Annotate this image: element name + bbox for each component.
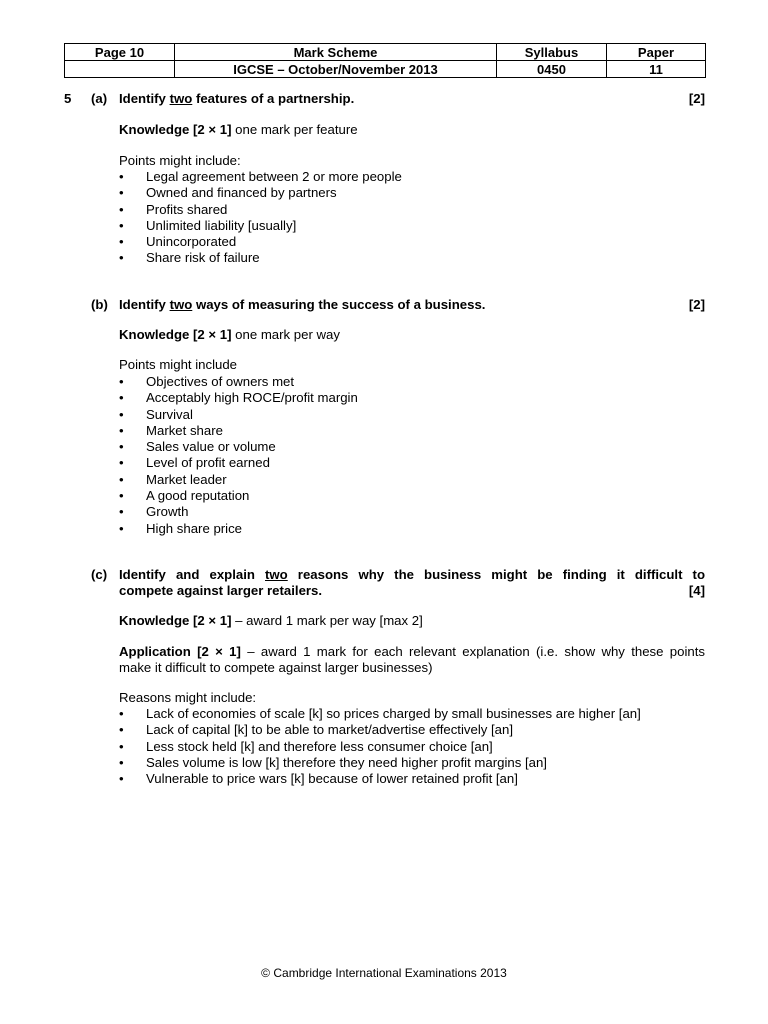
part-c-text-before: Identify and explain bbox=[119, 567, 266, 582]
bullet-icon: • bbox=[119, 217, 124, 233]
list-item-text: Owned and financed by partners bbox=[146, 185, 337, 201]
list-item-text: Legal agreement between 2 or more people bbox=[146, 169, 402, 184]
list-item-text: Sales volume is low [k] therefore they need higher profit margins [an] bbox=[146, 754, 547, 770]
part-c-application-text: – award 1 mark for each relevant explanation (i.e. show why these points bbox=[240, 644, 705, 659]
part-b-text-underline: two bbox=[169, 297, 193, 312]
list-item bbox=[119, 755, 641, 771]
list-item-text: Level of profit earned bbox=[146, 455, 270, 471]
part-a-marks: [2] bbox=[688, 91, 705, 106]
list-item bbox=[119, 504, 358, 520]
part-c-question-line-2: compete against larger retailers. bbox=[119, 583, 323, 598]
list-item-text: Survival bbox=[146, 406, 193, 422]
header-empty-cell bbox=[65, 61, 175, 78]
list-item-text: Less stock held [k] and therefore less consumer choice [an] bbox=[146, 738, 493, 754]
list-item bbox=[119, 771, 641, 787]
part-c-knowledge bbox=[119, 613, 423, 629]
list-item-text: Growth bbox=[146, 504, 189, 520]
bullet-icon: • bbox=[119, 706, 124, 721]
part-b-knowledge-text: one mark per way bbox=[231, 327, 340, 342]
bullet-icon: • bbox=[119, 754, 124, 770]
part-a-knowledge-bold: Knowledge [2 × 1] bbox=[119, 122, 232, 137]
part-b-label: (b) bbox=[91, 297, 108, 312]
part-c-application-line-2: make it difficult to compete against larger businesses) bbox=[119, 660, 433, 675]
bullet-icon: • bbox=[119, 504, 124, 520]
bullet-icon: • bbox=[119, 234, 124, 250]
part-c-application-line-1 bbox=[119, 644, 705, 660]
part-c-question-line-1 bbox=[119, 567, 705, 583]
list-item-text: Objectives of owners met bbox=[146, 374, 295, 389]
header-paper-label: Paper bbox=[607, 44, 706, 61]
bullet-icon: • bbox=[119, 250, 124, 266]
list-item-text: A good reputation bbox=[146, 488, 250, 504]
bullet-icon: • bbox=[119, 520, 124, 536]
bullet-icon: • bbox=[119, 455, 124, 471]
header-paper-value: 11 bbox=[607, 61, 706, 78]
list-item bbox=[119, 439, 358, 455]
bullet-icon: • bbox=[119, 185, 124, 201]
header-syllabus-label: Syllabus bbox=[497, 44, 607, 61]
header-subtitle: IGCSE – October/November 2013 bbox=[175, 61, 497, 78]
part-b-points-intro: Points might include bbox=[119, 357, 238, 372]
part-b-text-after: ways of measuring the success of a business. bbox=[192, 297, 486, 312]
list-item-text: Share risk of failure bbox=[146, 250, 260, 266]
bullet-icon: • bbox=[119, 738, 124, 754]
part-c-points-list bbox=[119, 706, 641, 787]
part-c-knowledge-text: – award 1 mark per way [max 2] bbox=[231, 613, 423, 628]
bullet-icon: • bbox=[119, 201, 124, 217]
list-item-text: Unlimited liability [usually] bbox=[146, 217, 297, 233]
part-b-question bbox=[119, 297, 485, 313]
list-item bbox=[119, 488, 358, 504]
bullet-icon: • bbox=[119, 422, 124, 438]
part-b-points-list bbox=[119, 374, 358, 537]
part-a-points-list bbox=[119, 169, 402, 267]
part-a-knowledge bbox=[119, 122, 358, 138]
header-row-2 bbox=[65, 61, 706, 78]
part-b-knowledge-bold: Knowledge [2 × 1] bbox=[119, 327, 232, 342]
list-item bbox=[119, 185, 402, 201]
list-item-text: Lack of economies of scale [k] so prices charged by small businesses are higher [an] bbox=[146, 706, 641, 721]
part-a-knowledge-text: one mark per feature bbox=[231, 122, 358, 137]
bullet-icon: • bbox=[119, 406, 124, 422]
bullet-icon: • bbox=[119, 169, 124, 184]
list-item bbox=[119, 455, 358, 471]
bullet-icon: • bbox=[119, 374, 124, 389]
part-a-text-underline: two bbox=[169, 91, 193, 106]
part-a-points-intro: Points might include: bbox=[119, 153, 241, 168]
bullet-icon: • bbox=[119, 471, 124, 487]
bullet-icon: • bbox=[119, 722, 124, 738]
list-item-text: Unincorporated bbox=[146, 234, 237, 250]
list-item bbox=[119, 407, 358, 423]
list-item-text: Acceptably high ROCE/profit margin bbox=[146, 390, 358, 406]
part-c-application-bold: Application [2 × 1] bbox=[119, 644, 241, 659]
list-item bbox=[119, 739, 641, 755]
list-item bbox=[119, 218, 402, 234]
copyright-footer: © Cambridge International Examinations 2013 bbox=[261, 966, 507, 980]
part-c-marks: [4] bbox=[688, 583, 705, 598]
bullet-icon: • bbox=[119, 771, 124, 787]
list-item bbox=[119, 722, 641, 738]
list-item bbox=[119, 472, 358, 488]
list-item bbox=[119, 423, 358, 439]
list-item-text: Sales value or volume bbox=[146, 439, 276, 455]
list-item-text: Market leader bbox=[146, 471, 227, 487]
header-table bbox=[64, 43, 706, 78]
bullet-icon: • bbox=[119, 488, 124, 504]
header-title: Mark Scheme bbox=[175, 44, 497, 61]
list-item-text: Lack of capital [k] to be able to market/advertise effectively [an] bbox=[146, 722, 514, 738]
list-item-text: Market share bbox=[146, 422, 223, 438]
list-item bbox=[119, 169, 402, 185]
list-item bbox=[119, 521, 358, 537]
part-a-text-after: features of a partnership. bbox=[192, 91, 355, 106]
part-b-knowledge bbox=[119, 327, 340, 343]
list-item-text: Vulnerable to price wars [k] because of lower retained profit [an] bbox=[146, 771, 518, 787]
list-item bbox=[119, 374, 358, 390]
header-syllabus-value: 0450 bbox=[497, 61, 607, 78]
list-item-text: High share price bbox=[146, 520, 243, 536]
part-c-label: (c) bbox=[91, 567, 108, 582]
bullet-icon: • bbox=[119, 439, 124, 455]
part-c-text-underline: two bbox=[265, 567, 288, 582]
list-item bbox=[119, 706, 641, 722]
header-row-1 bbox=[65, 44, 706, 61]
part-b-marks: [2] bbox=[688, 297, 705, 312]
part-c-text-after: reasons why the business might be finding it difficult to bbox=[287, 567, 705, 582]
header-page: Page 10 bbox=[65, 44, 175, 61]
bullet-icon: • bbox=[119, 390, 124, 406]
list-item bbox=[119, 234, 402, 250]
list-item-text: Profits shared bbox=[146, 201, 228, 217]
part-a-question bbox=[119, 91, 354, 107]
list-item bbox=[119, 202, 402, 218]
part-a-label: (a) bbox=[91, 91, 108, 106]
question-number: 5 bbox=[64, 91, 72, 106]
part-c-knowledge-bold: Knowledge [2 × 1] bbox=[119, 613, 232, 628]
part-c-points-intro: Reasons might include: bbox=[119, 690, 257, 705]
list-item bbox=[119, 250, 402, 266]
part-b-text-before: Identify bbox=[119, 297, 170, 312]
part-a-text-before: Identify bbox=[119, 91, 170, 106]
list-item bbox=[119, 390, 358, 406]
